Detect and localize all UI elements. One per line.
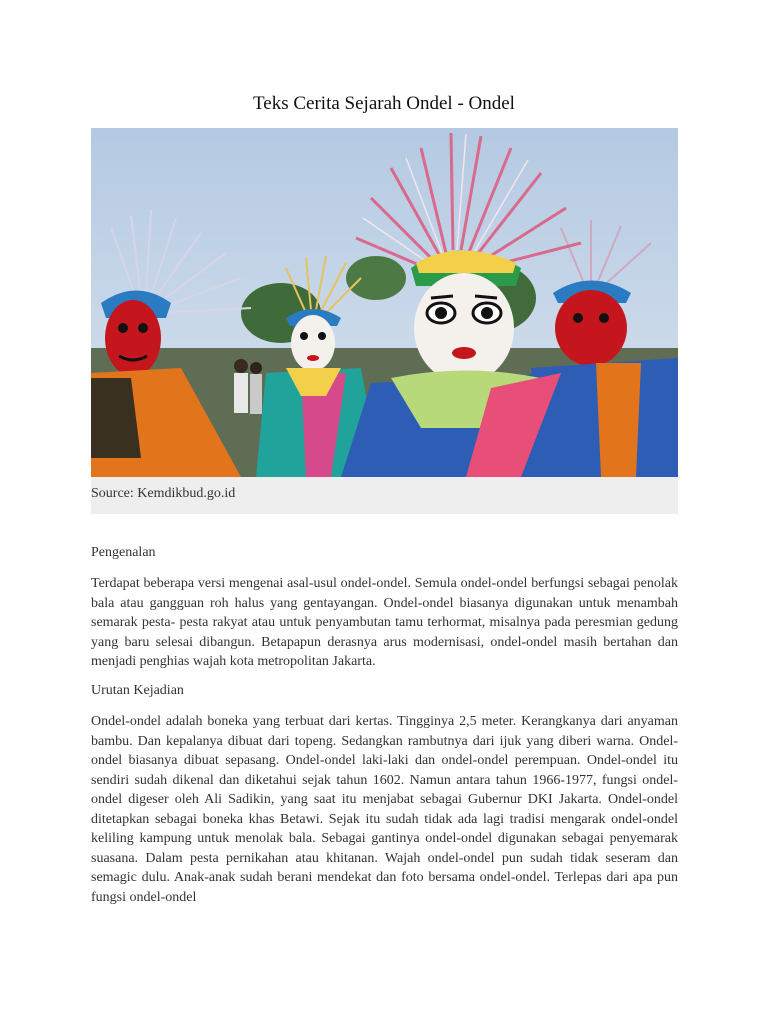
image-caption-box <box>91 477 678 514</box>
document-title: Teks Cerita Sejarah Ondel - Ondel <box>253 93 515 114</box>
section-text-pengenalan: Terdapat beberapa versi mengenai asal-usul ondel-ondel. Semula ondel-ondel berfungsi sebagai penolak bala atau gangguan roh halus yang gentayangan. Ondel-ondel biasanya digunakan untuk menambah semarak pesta- pesta rakyat atau untuk penyambutan tamu terhormat, misalnya pada peresmian gedung yang baru selesai dibangun. Betapapun derasnya arus modernisasi, ondel-ondel masih bertahan dan menjadi penghias wajah kota metropolitan Jakarta. <box>91 576 678 669</box>
ondel-ondel-photo <box>91 128 678 477</box>
section-text-urutan-kejadian: Ondel-ondel adalah boneka yang terbuat dari kertas. Tingginya 2,5 meter. Kerangkanya dari anyaman bambu. Dan kepalanya dibuat dari topeng. Sedangkan rambutnya dari ijuk yang diberi warna. Ondel-ondel biasanya dibuat sepasang. Ondel-ondel laki-laki dan ondel-ondel perempuan. Ondel-ondel itu sendiri sudah dikenal dan diketahui sejak tahun 1602. Namun antara tahun 1966-1977, fungsi ondel-ondel digeser oleh Ali Sadikin, yang saat itu menjabat sebagai Gubernur DKI Jakarta. Ondel-ondel ditetapkan sebagai boneka khas Betawi. Sejak itu sudah tidak ada lagi tradisi mengarak ondel-ondel keliling kampung untuk menolak bala. Sebagai gantinya ondel-ondel digunakan sebagai penyemarak suasana. Dalam pesta pernikahan atau khitanan. Wajah ondel-ondel pun sudah tidak seseram dan semagic dulu. Anak-anak sudah berani mendekat dan foto bersama ondel-ondel. Terlepas dari apa pun fungsi ondel-ondel <box>91 714 678 905</box>
section-heading-pengenalan: Pengenalan <box>91 545 156 560</box>
section-heading-urutan-kejadian: Urutan Kejadian <box>91 683 184 698</box>
image-caption: Source: Kemdikbud.go.id <box>91 486 236 501</box>
